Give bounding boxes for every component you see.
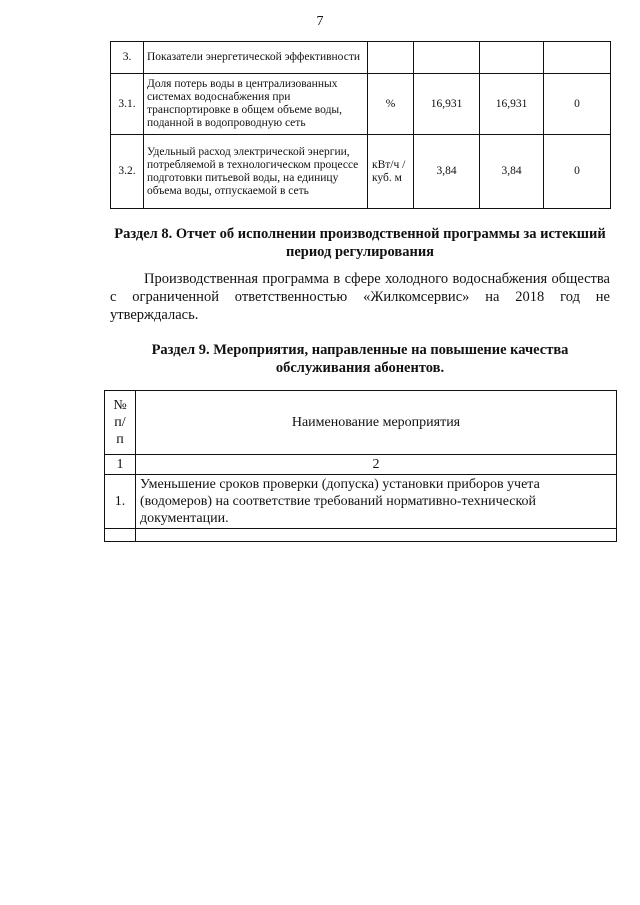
indicator-unit	[368, 42, 414, 74]
table-header-row	[105, 391, 617, 455]
section9-title: Раздел 9. Мероприятия, направленные на повышение качества обслуживания абонентов.	[151, 342, 569, 376]
empty-cell	[136, 529, 617, 542]
row-number: 3.2.	[111, 135, 144, 209]
row-number: 3.1.	[111, 74, 144, 135]
measure-number: 1.	[105, 475, 136, 529]
table-index-row	[105, 455, 617, 475]
page-number: 7	[316, 14, 324, 29]
indicator-unit: кВт/ч /куб. м	[368, 135, 414, 209]
empty-cell	[105, 529, 136, 542]
table-row	[111, 42, 611, 74]
table-row	[111, 135, 611, 209]
header-name: Наименование мероприятия	[136, 391, 617, 455]
indicator-value-2	[480, 42, 544, 74]
indicator-value-1: 3,84	[414, 135, 480, 209]
indicator-unit: %	[368, 74, 414, 135]
indicator-value-3	[544, 42, 611, 74]
measure-name: Уменьшение сроков проверки (допуска) установки приборов учета (водомеров) на соответствие требований нормативно-технической документации.	[136, 475, 617, 529]
measures-table	[104, 390, 617, 542]
indicator-name: Показатели энергетической эффективности	[144, 42, 368, 74]
indicator-value-3: 0	[544, 135, 611, 209]
indicator-value-3: 0	[544, 74, 611, 135]
index-name: 2	[136, 455, 617, 475]
indicator-value-2: 3,84	[480, 135, 544, 209]
index-num: 1	[105, 455, 136, 475]
indicator-value-2: 16,931	[480, 74, 544, 135]
table-row	[105, 475, 617, 529]
section8-title: Раздел 8. Отчет об исполнении производственной программы за истекший период регулирования	[114, 226, 606, 260]
indicator-value-1	[414, 42, 480, 74]
indicator-name: Доля потерь воды в централизованных системах водоснабжения при транспортировке в общем объеме воды, поданной в водопроводную сеть	[144, 74, 368, 135]
indicators-table	[110, 41, 611, 209]
row-number: 3.	[111, 42, 144, 74]
indicator-name: Удельный расход электрической энергии, потребляемой в технологическом процессе подготовки питьевой воды, на единицу объема воды, отпускаемой в сеть	[144, 135, 368, 209]
table-row-empty	[105, 529, 617, 542]
indicator-value-1: 16,931	[414, 74, 480, 135]
table-row	[111, 74, 611, 135]
header-num: № п/ п	[105, 391, 136, 455]
section8-text: Производственная программа в сфере холодного водоснабжения общества с ограниченной ответственностью «Жилкомсервис» на 2018 год не утверждалась.	[110, 271, 610, 323]
